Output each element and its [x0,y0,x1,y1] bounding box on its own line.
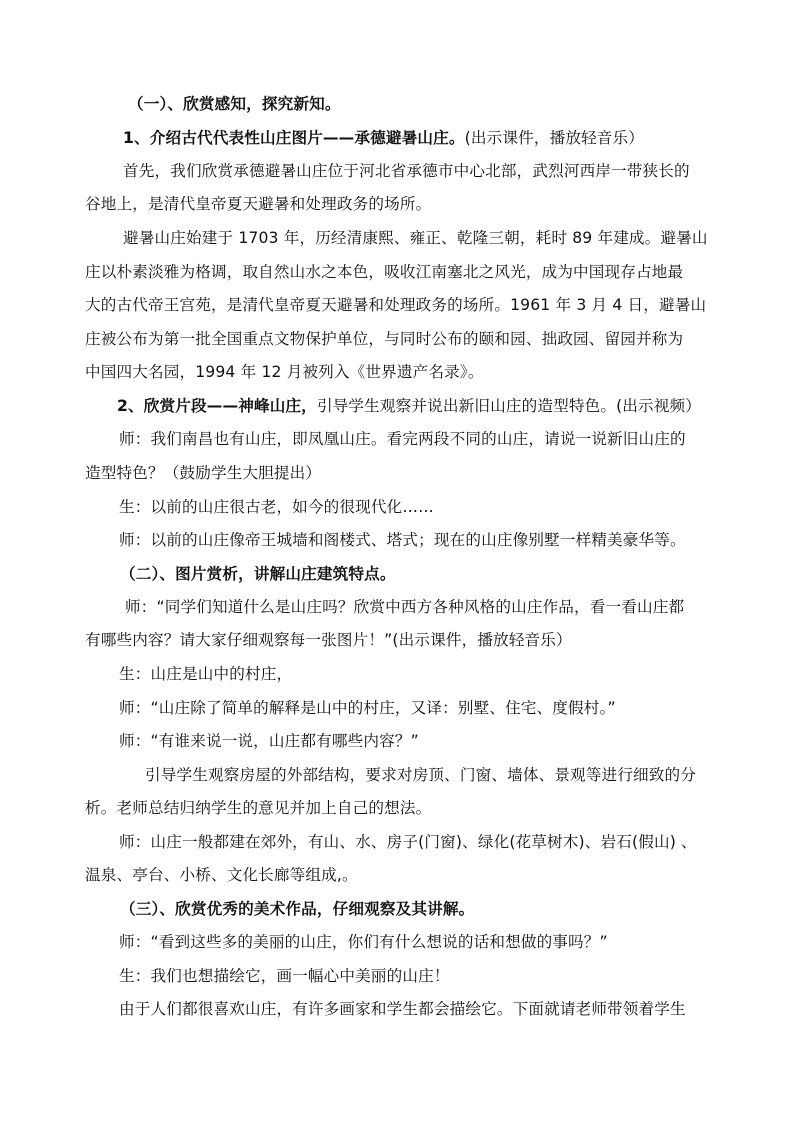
paragraph-text: 避暑山庄始建于 1703 年，历经清康熙、雍正、乾隆三朝，耗时 89 年建成。避暑山 [123,229,708,247]
dialogue-line [119,966,450,986]
paragraph-text: 引导学生观察房屋的外部结构，要求对房顶、门窗、墙体、景观等进行细致的分 [145,766,697,784]
dialogue-line [119,832,697,852]
dialogue-line [125,597,684,617]
paragraph-text: 析。老师总结归纳学生的意见并加上自己的想法。 [85,799,432,817]
dialogue-text: 造型特色？（鼓励学生大胆提出） [85,464,322,482]
dialogue-text: 师：“同学们知道什么是山庄吗？欣赏中西方各种风格的山庄作品，看一看山庄都 [125,598,685,616]
paragraph-text: 庄被公布为第一批全国重点文物保护单位，与同时公布的颐和园、拙政园、留园并称为 [85,330,684,348]
subheading-bold-text: 1、介绍古代代表性山庄图片——承德避暑山庄。 [123,129,465,147]
paragraph-line [85,295,706,315]
paragraph-line [85,362,484,382]
dialogue-text: 师：山庄一般都建在郊外，有山、水、房子(门窗)、绿化(花草树木)、岩石(假山) 、 [119,833,697,851]
dialogue-line [119,429,686,449]
dialogue-line [119,664,292,684]
dialogue-line [119,698,616,718]
dialogue-text: 师：我们南昌也有山庄，即凤凰山庄。看完两段不同的山庄，请说一说新旧山庄的 [119,430,686,448]
dialogue-line [119,932,608,952]
heading-text: （二）、图片赏析，讲解山庄建筑特点。 [120,565,396,583]
paragraph-text: 谷地上，是清代皇帝夏天避暑和处理政务的场所。 [85,195,432,213]
subheading-bold-text: 2、欣赏片段——神峰山庄， [117,397,317,415]
dialogue-line [119,497,434,517]
dialogue-text: 有哪些内容？请大家仔细观察每一张图片！”(出示课件，播放轻音乐） [85,631,572,649]
paragraph-text: 庄以朴素淡雅为格调，取自然山水之本色，吸收江南塞北之风光，成为中国现存占地最 [85,263,684,281]
section-heading-2 [120,564,396,584]
heading-text: （三）、欣赏优秀的美术作品，仔细观察及其讲解。 [120,900,475,918]
paragraph-line [123,228,708,248]
dialogue-text: 师：“看到这些多的美丽的山庄，你们有什么想说的话和想做的事吗？” [119,933,608,951]
dialogue-text: 生：以前的山庄很古老，如今的很现代化…… [119,498,434,516]
dialogue-text: 生：我们也想描绘它，画一幅心中美丽的山庄！ [119,967,450,985]
subheading-2 [117,396,701,416]
dialogue-line [119,731,419,751]
dialogue-line [85,865,358,885]
subheading-note-text: 引导学生观察并说出新旧山庄的造型特色。(出示视频） [316,397,702,415]
paragraph-line [145,765,696,785]
subheading-1 [123,128,644,148]
dialogue-text: 师：“山庄除了简单的解释是山中的村庄，又译：别墅、住宅、度假村。” [119,699,616,717]
dialogue-line [85,463,321,483]
dialogue-text: 温泉、亭台、小桥、文化长廊等组成,。 [85,866,358,884]
dialogue-line [119,530,686,550]
section-heading-3 [120,899,474,919]
dialogue-text: 生：山庄是山中的村庄， [119,665,293,683]
paragraph-text: 首先，我们欣赏承德避暑山庄位于河北省承德市中心北部，武烈河西岸一带狭长的 [123,162,690,180]
paragraph-text: 由于人们都很喜欢山庄，有许多画家和学生都会描绘它。下面就请老师带领着学生 [119,1000,686,1018]
paragraph-line [85,329,683,349]
paragraph-line [85,262,683,282]
subheading-note-text: (出示课件，播放轻音乐） [464,129,645,147]
dialogue-text: 师：“有谁来说一说，山庄都有哪些内容？” [119,732,419,750]
paragraph-text: 中国四大名园，1994 年 12 月被列入《世界遗产名录》。 [85,363,484,381]
paragraph-text: 大的古代帝王宫苑，是清代皇帝夏天避暑和处理政务的场所。1961 年 3 月 4 日，避暑山 [85,296,707,314]
dialogue-line [85,630,572,650]
paragraph-line [119,999,686,1019]
paragraph-line [85,798,431,818]
paragraph-line [123,161,690,181]
dialogue-text: 师：以前的山庄像帝王城墙和阁楼式、塔式；现在的山庄像别墅一样精美豪华等。 [119,531,686,549]
section-heading-1 [128,94,341,114]
heading-text: （一）、欣赏感知，探究新知。 [128,95,341,113]
paragraph-line [85,194,431,214]
